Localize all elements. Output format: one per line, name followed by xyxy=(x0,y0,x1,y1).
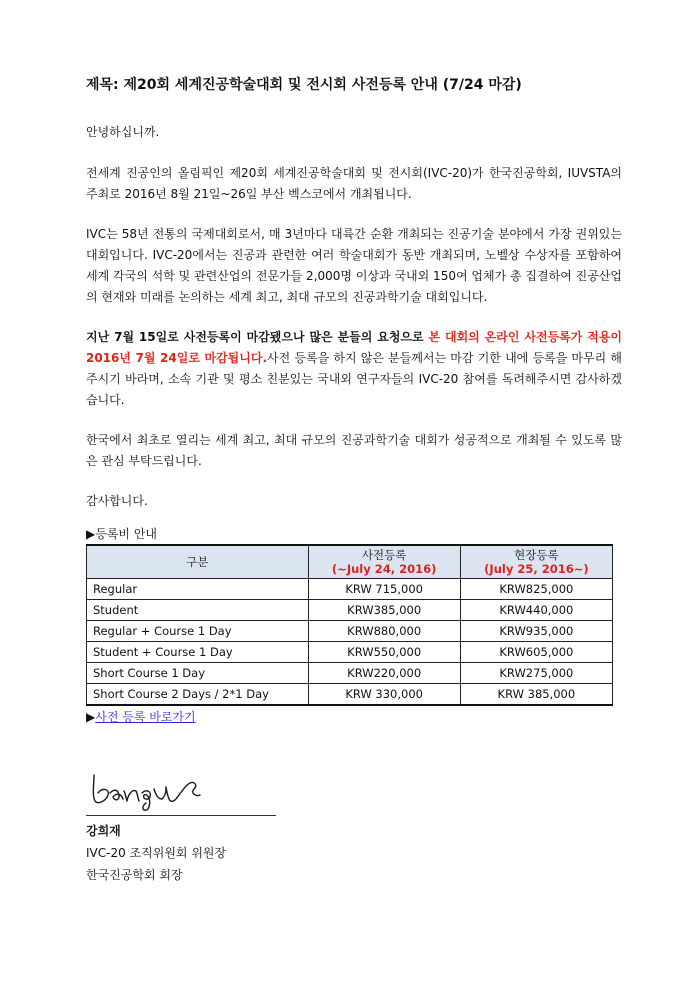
deadline-red-text: 본 대회의 온라인 사전등록가 적용이2016년 7월 24일로 마감됩니다. xyxy=(86,330,622,365)
letter-title: 제목: 제20회 세계진공학술대회 및 전시회 사전등록 안내 (7/24 마감) xyxy=(86,77,522,93)
signer-org: 한국진공학회 회장 xyxy=(86,868,183,882)
paragraph-request: 한국에서 최초로 열리는 세계 최고, 최대 규모의 진공과학기술 대회가 성공적으로 개최될 수 있도록 많은 관심 부탁드립니다. xyxy=(86,433,622,468)
paragraph-about: IVC는 58년 전통의 국제대회로서, 매 3년마다 대륙간 순환 개최되는 진공기술 분야에서 가장 권위있는 대회입니다. IVC-20에서는 진공과 관련한 여러 학술대회가 동반 개최되며, 노벨상 수상자를 포함하여 세계 각국의 석학 및 관련산업의 전문가들 2,000명 이상과 국내외 150여 업체가 총 집결하여 진공산업의 현재와 미래를 논의하는 세계 최고, 최대 규모의 진공과학기술 대회입니다. xyxy=(86,227,622,304)
greeting: 안녕하십니까. xyxy=(86,125,160,139)
row-category: Regular + Course 1 Day xyxy=(87,621,309,642)
signer-block xyxy=(86,820,622,886)
signer-name: 강희재 xyxy=(86,824,121,838)
row-pre-fee: KRW220,000 xyxy=(308,663,460,684)
table-row xyxy=(87,621,613,642)
deadline-rest-text: 사전 등록을 하지 않은 분들께서는 마감 기한 내에 등록을 마무리 해주시기 바라며, 소속 기관 및 평소 친분있는 국내외 연구자들의 IVC-20 참여를 독려해주시면 감사하겠습니다. xyxy=(86,351,622,407)
deadline-bold-text: 지난 7월 15일로 사전등록이 마감됐으나 많은 분들의 요청으로 xyxy=(86,330,429,344)
header-category: 구분 xyxy=(87,545,309,579)
closing: 감사합니다. xyxy=(86,494,148,508)
table-row xyxy=(87,642,613,663)
row-category: Student xyxy=(87,600,309,621)
row-category: Student + Course 1 Day xyxy=(87,642,309,663)
row-category: Short Course 2 Days / 2*1 Day xyxy=(87,684,309,706)
registration-link-row xyxy=(86,708,622,725)
row-onsite-fee: KRW440,000 xyxy=(460,600,612,621)
handwritten-signature-icon xyxy=(86,755,226,815)
table-row xyxy=(87,663,613,684)
row-onsite-fee: KRW825,000 xyxy=(460,579,612,600)
row-onsite-fee: KRW605,000 xyxy=(460,642,612,663)
paragraph-deadline xyxy=(86,327,622,411)
table-row xyxy=(87,684,613,706)
row-pre-fee: KRW550,000 xyxy=(308,642,460,663)
header-preregistration: 사전등록 (~July 24, 2016) xyxy=(308,545,460,579)
header-onsite: 현장등록 (July 25, 2016~) xyxy=(460,545,612,579)
paragraph-intro: 전세계 진공인의 올림픽인 제20회 세계진공학술대회 및 전시회(IVC-20)가 한국진공학회, IUVSTA의 주최로 2016년 8월 21일~26일 부산 벡스코에서 개최됩니다. xyxy=(86,166,622,201)
registration-link[interactable]: 사전 등록 바로가기 xyxy=(95,710,196,724)
row-onsite-fee: KRW275,000 xyxy=(460,663,612,684)
row-onsite-fee: KRW 385,000 xyxy=(460,684,612,706)
table-row xyxy=(87,579,613,600)
signature-line xyxy=(86,815,276,816)
fee-section-label: ▶등록비 안내 xyxy=(86,527,158,541)
letter xyxy=(86,74,622,886)
fee-table xyxy=(86,544,613,706)
table-row xyxy=(87,600,613,621)
row-pre-fee: KRW385,000 xyxy=(308,600,460,621)
row-category: Regular xyxy=(87,579,309,600)
signer-title: IVC-20 조직위원회 위원장 xyxy=(86,846,227,860)
row-pre-fee: KRW 715,000 xyxy=(308,579,460,600)
row-pre-fee: KRW 330,000 xyxy=(308,684,460,706)
row-onsite-fee: KRW935,000 xyxy=(460,621,612,642)
arrow-icon: ▶ xyxy=(86,710,96,724)
row-pre-fee: KRW880,000 xyxy=(308,621,460,642)
signature xyxy=(86,755,622,815)
fee-table-header xyxy=(87,545,613,579)
row-category: Short Course 1 Day xyxy=(87,663,309,684)
